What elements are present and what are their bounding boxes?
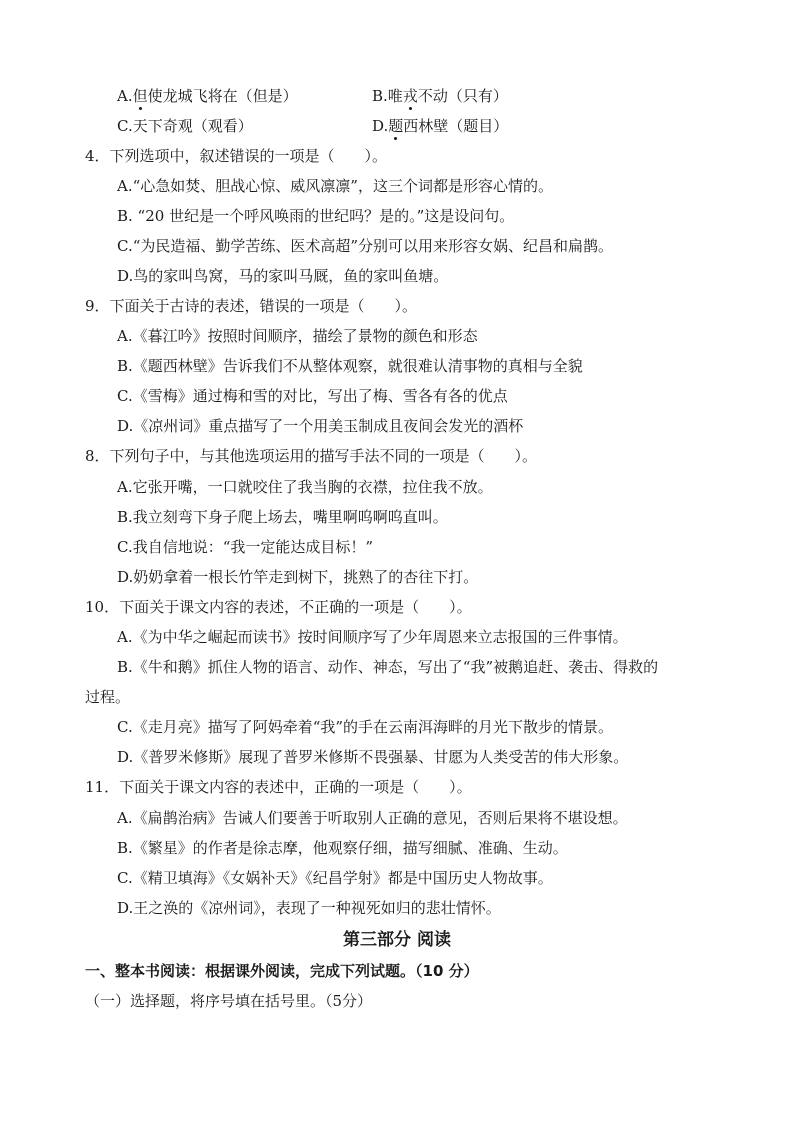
question-8-option-d: D.奶奶拿着一根长竹竿走到树下，挑熟了的杏往下打。 — [117, 568, 479, 586]
question-9-option-a: A.《暮江吟》按照时间顺序，描绘了景物的颜色和形态 — [117, 327, 478, 345]
question-11-stem: 11．下面关于课文内容的表述中，正确的一项是（ ）。 — [85, 778, 472, 796]
question-10-stem: 10．下面关于课文内容的表述，不正确的一项是（ ）。 — [85, 598, 472, 616]
option-d: D.题西林壁（题目） — [372, 117, 509, 135]
question-4-option-c: C.“为民造福、勤学苦练、医术高超”分别可以用来形容女娲、纪昌和扁鹊。 — [117, 237, 614, 255]
option-b: B.唯戎不动（只有） — [372, 87, 508, 105]
question-8-option-b: B.我立刻弯下身子爬上场去，嘴里啊呜啊呜直叫。 — [117, 508, 448, 526]
question-11-option-a: A.《扁鹊治病》告诫人们要善于听取别人正确的意见，否则后果将不堪设想。 — [117, 809, 628, 827]
question-4-stem: 4．下列选项中，叙述错误的一项是（ ）。 — [85, 147, 388, 165]
part-3-title: 第三部分 阅读 — [343, 930, 451, 950]
question-4-option-d: D.鸟的家叫鸟窝，马的家叫马厩，鱼的家叫鱼塘。 — [117, 267, 449, 285]
question-10-option-a: A.《为中华之崛起而读书》按时间顺序写了少年周恩来立志报国的三件事情。 — [117, 628, 628, 646]
question-11-option-c: C.《精卫填海》《女娲补天》《纪昌学射》都是中国历史人物故事。 — [117, 869, 553, 887]
question-4-option-a: A.“心急如焚、胆战心惊、威风凛凛”，这三个词都是形容心情的。 — [117, 177, 553, 195]
section-1-heading: 一、整本书阅读：根据课外阅读，完成下列试题。（10 分） — [85, 962, 479, 980]
emphasis-dot-char: 题 — [388, 117, 404, 135]
question-10-option-b: B.《牛和鹅》抓住人物的语言、动作、神态，写出了“我”被鹅追赶、袭击、得救的 — [117, 658, 659, 676]
question-9-stem: 9．下面关于古诗的表述，错误的一项是（ ）。 — [85, 297, 418, 315]
question-9-option-d: D.《凉州词》重点描写了一个用美玉制成且夜间会发光的酒杯 — [117, 417, 524, 435]
question-8-option-c: C.我自信地说：“我一定能达成目标！” — [117, 538, 374, 556]
emphasis-dot-char: 但 — [132, 87, 148, 105]
question-11-option-d: D.王之涣的《凉州词》，表现了一种视死如归的悲壮情怀。 — [117, 899, 501, 917]
question-11-option-b: B.《繁星》的作者是徐志摩，他观察仔细，描写细腻、准确、生动。 — [117, 839, 568, 857]
question-10-option-d: D.《普罗米修斯》展现了普罗米修斯不畏强暴、甘愿为人类受苦的伟大形象。 — [117, 748, 629, 766]
option-a: A.但使龙城飞将在（但是） — [117, 87, 298, 105]
question-10-option-b-continued: 过程。 — [85, 688, 131, 706]
question-4-option-b: B. “20 世纪是一个呼风唤雨的世纪吗？是的。”这是设问句。 — [117, 207, 515, 225]
question-8-option-a: A.它张开嘴，一口就咬住了我当胸的衣襟，拉住我不放。 — [117, 478, 493, 496]
question-10-option-c: C.《走月亮》描写了阿妈牵着“我”的手在云南洱海畔的月光下散步的情景。 — [117, 718, 614, 736]
subsection-1-heading: （一）选择题，将序号填在括号里。（5分） — [85, 992, 373, 1010]
emphasis-dot-char: 戎 — [402, 87, 418, 105]
question-9-option-b: B.《题西林壁》告诉我们不从整体观察，就很难认清事物的真相与全貌 — [117, 357, 583, 375]
question-9-option-c: C.《雪梅》通过梅和雪的对比，写出了梅、雪各有各的优点 — [117, 387, 508, 405]
option-c: C.天下奇观（观看） — [117, 117, 253, 135]
question-8-stem: 8．下列句子中，与其他选项运用的描写手法不同的一项是（ ）。 — [85, 447, 538, 465]
